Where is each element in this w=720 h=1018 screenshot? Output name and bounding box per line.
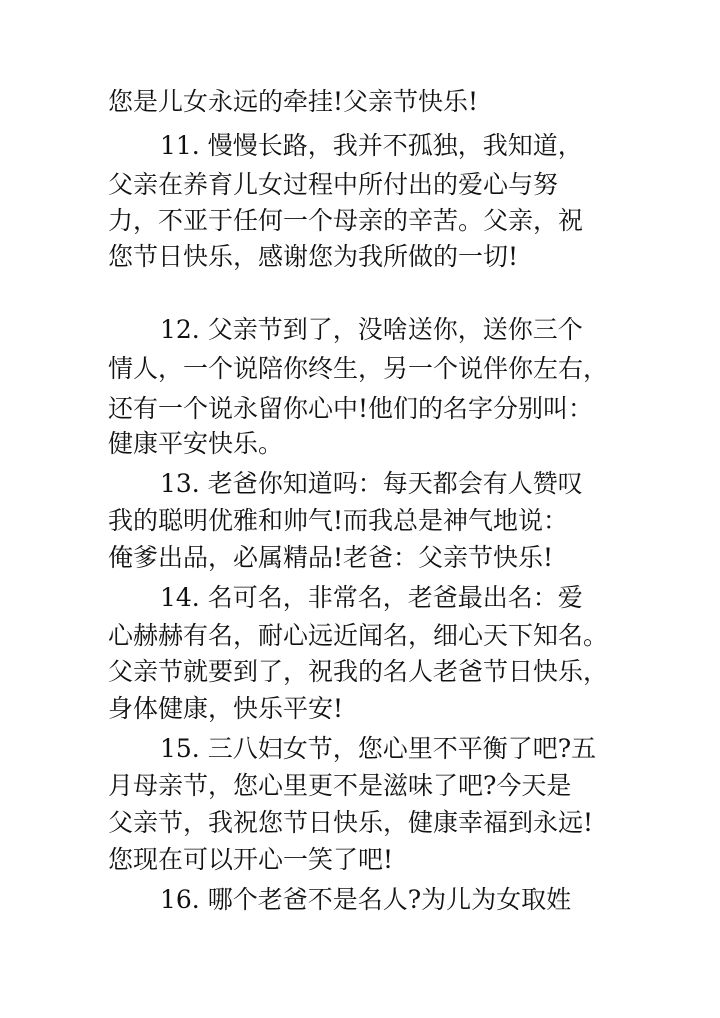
text-line: 13. 老爸你知道吗：每天都会有人赞叹 [160,469,583,498]
text-line: 身体健康，快乐平安! [108,694,344,723]
text-line: 父亲节，我祝您节日快乐，健康幸福到永远! [108,808,594,837]
text-line: 15. 三八妇女节，您心里不平衡了吧?五 [160,734,597,763]
text-line: 俺爹出品，必属精品!老爸：父亲节快乐! [108,543,554,572]
text-line: 月母亲节，您心里更不是滋味了吧?今天是 [108,771,572,800]
text-line: 我的聪明优雅和帅气!而我总是神气地说： [108,506,569,535]
text-line: 父亲节就要到了，祝我的名人老爸节日快乐， [108,657,609,686]
text-line: 16. 哪个老爸不是名人?为儿为女取姓 [160,885,572,914]
text-line: 您是儿女永远的牵挂!父亲节快乐! [108,87,479,116]
text-line: 力，不亚于任何一个母亲的辛苦。父亲，祝 [108,206,584,235]
text-line: 还有一个说永留你心中!他们的名字分别叫： [108,394,594,423]
text-line: 父亲在养育儿女过程中所付出的爱心与努 [108,170,559,199]
text-line: 您节日快乐，感谢您为我所做的一切! [108,242,519,271]
text-line: 12. 父亲节到了，没啥送你，送你三个 [160,315,583,344]
text-line: 您现在可以开心一笑了吧! [108,845,394,874]
text-line: 心赫赫有名，耐心远近闻名，细心天下知名。 [108,621,609,650]
text-line: 11. 慢慢长路，我并不孤独，我知道， [160,131,583,160]
text-line: 情人，一个说陪你终生，另一个说伴你左右， [108,354,609,383]
text-line: 14. 名可名，非常名，老爸最出名：爱 [160,583,583,612]
text-line: 健康平安快乐。 [108,429,284,458]
